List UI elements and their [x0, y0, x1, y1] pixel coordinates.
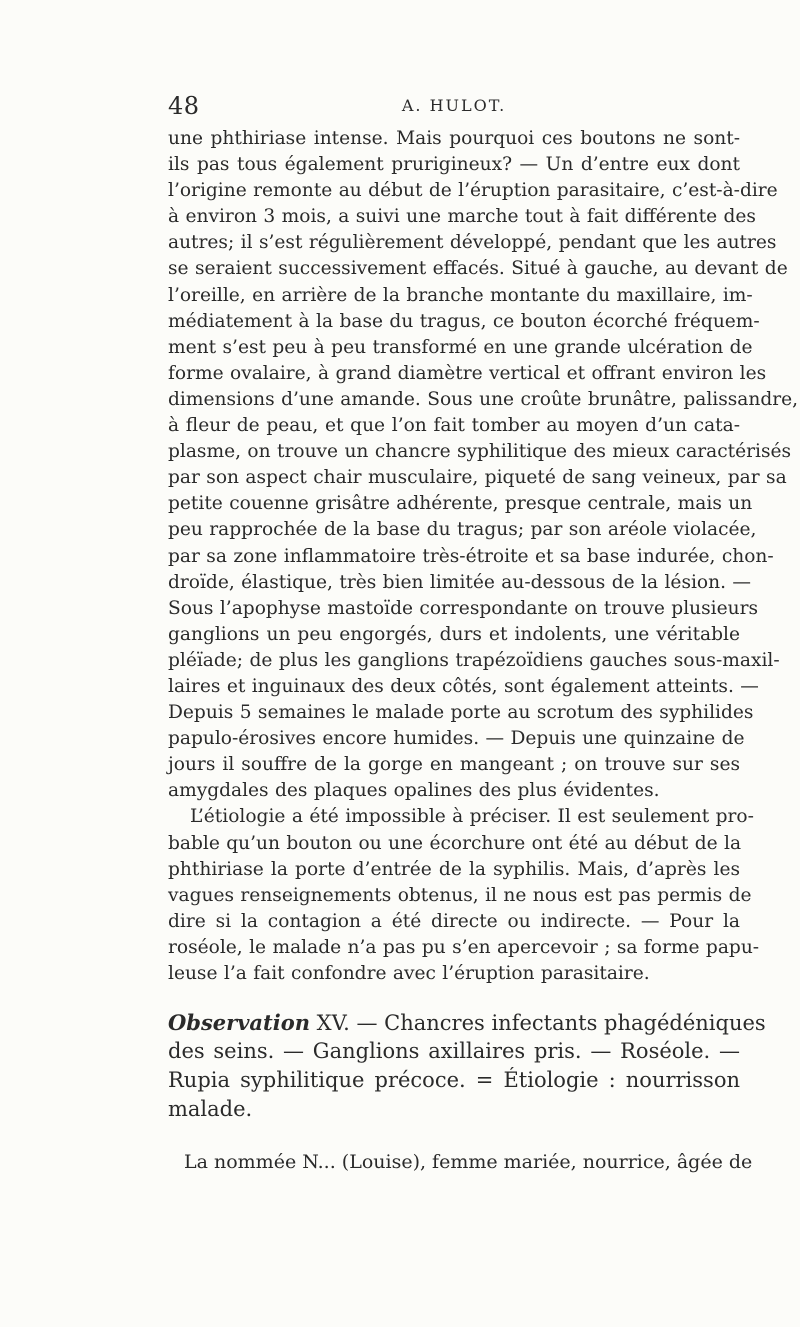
- observation-heading-line: malade.: [168, 1097, 253, 1121]
- text-line: l’oreille, en arrière de la branche montante du maxillaire, im-: [168, 284, 753, 306]
- page-header: [168, 92, 740, 122]
- paragraph-case-description: [168, 126, 799, 804]
- page-number: 48: [168, 92, 200, 120]
- text-line: une phthiriase intense. Mais pourquoi ces boutons ne sont-: [168, 128, 740, 149]
- text-line: papulo-érosives encore humides. — Depuis une quinzaine de: [168, 728, 745, 750]
- observation-heading-line: [168, 1008, 766, 1037]
- text-line: petite couenne grisâtre adhérente, presque centrale, mais un: [168, 493, 753, 515]
- text-line: leuse l’a fait confondre avec l’éruption parasitaire.: [168, 963, 650, 984]
- observation-label: Observation: [168, 1010, 310, 1035]
- text-line: ils pas tous également prurigineux? — Un d’entre eux dont: [168, 154, 740, 176]
- text-line: Sous l’apophyse mastoïde correspondante on trouve plusieurs: [168, 597, 759, 619]
- text-line: forme ovalaire, à grand diamètre vertical et offrant environ les: [168, 362, 767, 384]
- text-line: dimensions d’une amande. Sous une croûte brunâtre, palissandre,: [168, 388, 799, 410]
- text-line: phthiriase la porte d’entrée de la syphilis. Mais, d’après les: [168, 858, 740, 880]
- observation-heading-line: des seins. — Ganglions axillaires pris. — Roséole. —: [168, 1039, 740, 1063]
- text-line: Depuis 5 semaines le malade porte au scrotum des syphilides: [168, 702, 754, 724]
- text-line: par son aspect chair musculaire, piqueté de sang veineux, par sa: [168, 467, 787, 489]
- text-line: pléïade; de plus les ganglions trapézoïdiens gauches sous-maxil-: [168, 649, 780, 671]
- text-line: se seraient successivement effacés. Situé à gauche, au devant de: [168, 258, 788, 280]
- text-line: L’étiologie a été impossible à préciser. Il est seulement pro-: [190, 806, 754, 828]
- text-line: ment s’est peu à peu transformé en une grande ulcération de: [168, 336, 753, 358]
- text-line: bable qu’un bouton ou une écorchure ont été au début de la: [168, 832, 742, 854]
- text-line: médiatement à la base du tragus, ce bouton écorché fréquem-: [168, 310, 760, 332]
- observation-body-first-line: La nommée N... (Louise), femme mariée, nourrice, âgée de: [184, 1151, 753, 1173]
- paragraph-etiology: [168, 804, 760, 987]
- text-line: amygdales des plaques opalines des plus évidentes.: [168, 780, 660, 802]
- text-line: ganglions un peu engorgés, durs et indolents, une véritable: [168, 623, 740, 645]
- text-line: laires et inguinaux des deux côtés, sont également atteints. —: [168, 675, 759, 697]
- text-line: autres; il s’est régulièrement développé, pendant que les autres: [168, 232, 777, 254]
- text-line: jours il souffre de la gorge en mangeant ; on trouve sur ses: [168, 754, 740, 776]
- text-line: roséole, le malade n’a pas pu s’en apercevoir ; sa forme papu-: [168, 936, 760, 958]
- text-line: dire si la contagion a été directe ou indirecte. — Pour la: [168, 910, 740, 932]
- observation-heading-line: Rupia syphilitique précoce. = Étiologie : nourrisson: [168, 1068, 740, 1092]
- body-text: [168, 126, 799, 987]
- observation-heading: [168, 1008, 766, 1124]
- text-line: vagues renseignements obtenus, il ne nous est pas permis de: [168, 884, 752, 906]
- observation-title-rest: XV. — Chancres infectants phagédéniques: [310, 1011, 766, 1035]
- text-line: droïde, élastique, très bien limitée au-dessous de la lésion. —: [168, 571, 752, 593]
- text-line: l’origine remonte au début de l’éruption parasitaire, c’est-à-dire: [168, 180, 778, 202]
- running-head: A. HULOT.: [401, 96, 507, 115]
- text-line: par sa zone inflammatoire très-étroite et sa base indurée, chon-: [168, 545, 774, 567]
- text-line: à fleur de peau, et que l’on fait tomber au moyen d’un cata-: [168, 415, 740, 437]
- text-line: à environ 3 mois, a suivi une marche tout à fait différente des: [168, 206, 756, 228]
- text-line: peu rapprochée de la base du tragus; par son aréole violacée,: [168, 519, 757, 541]
- text-line: plasme, on trouve un chancre syphilitique des mieux caractérisés: [168, 441, 792, 463]
